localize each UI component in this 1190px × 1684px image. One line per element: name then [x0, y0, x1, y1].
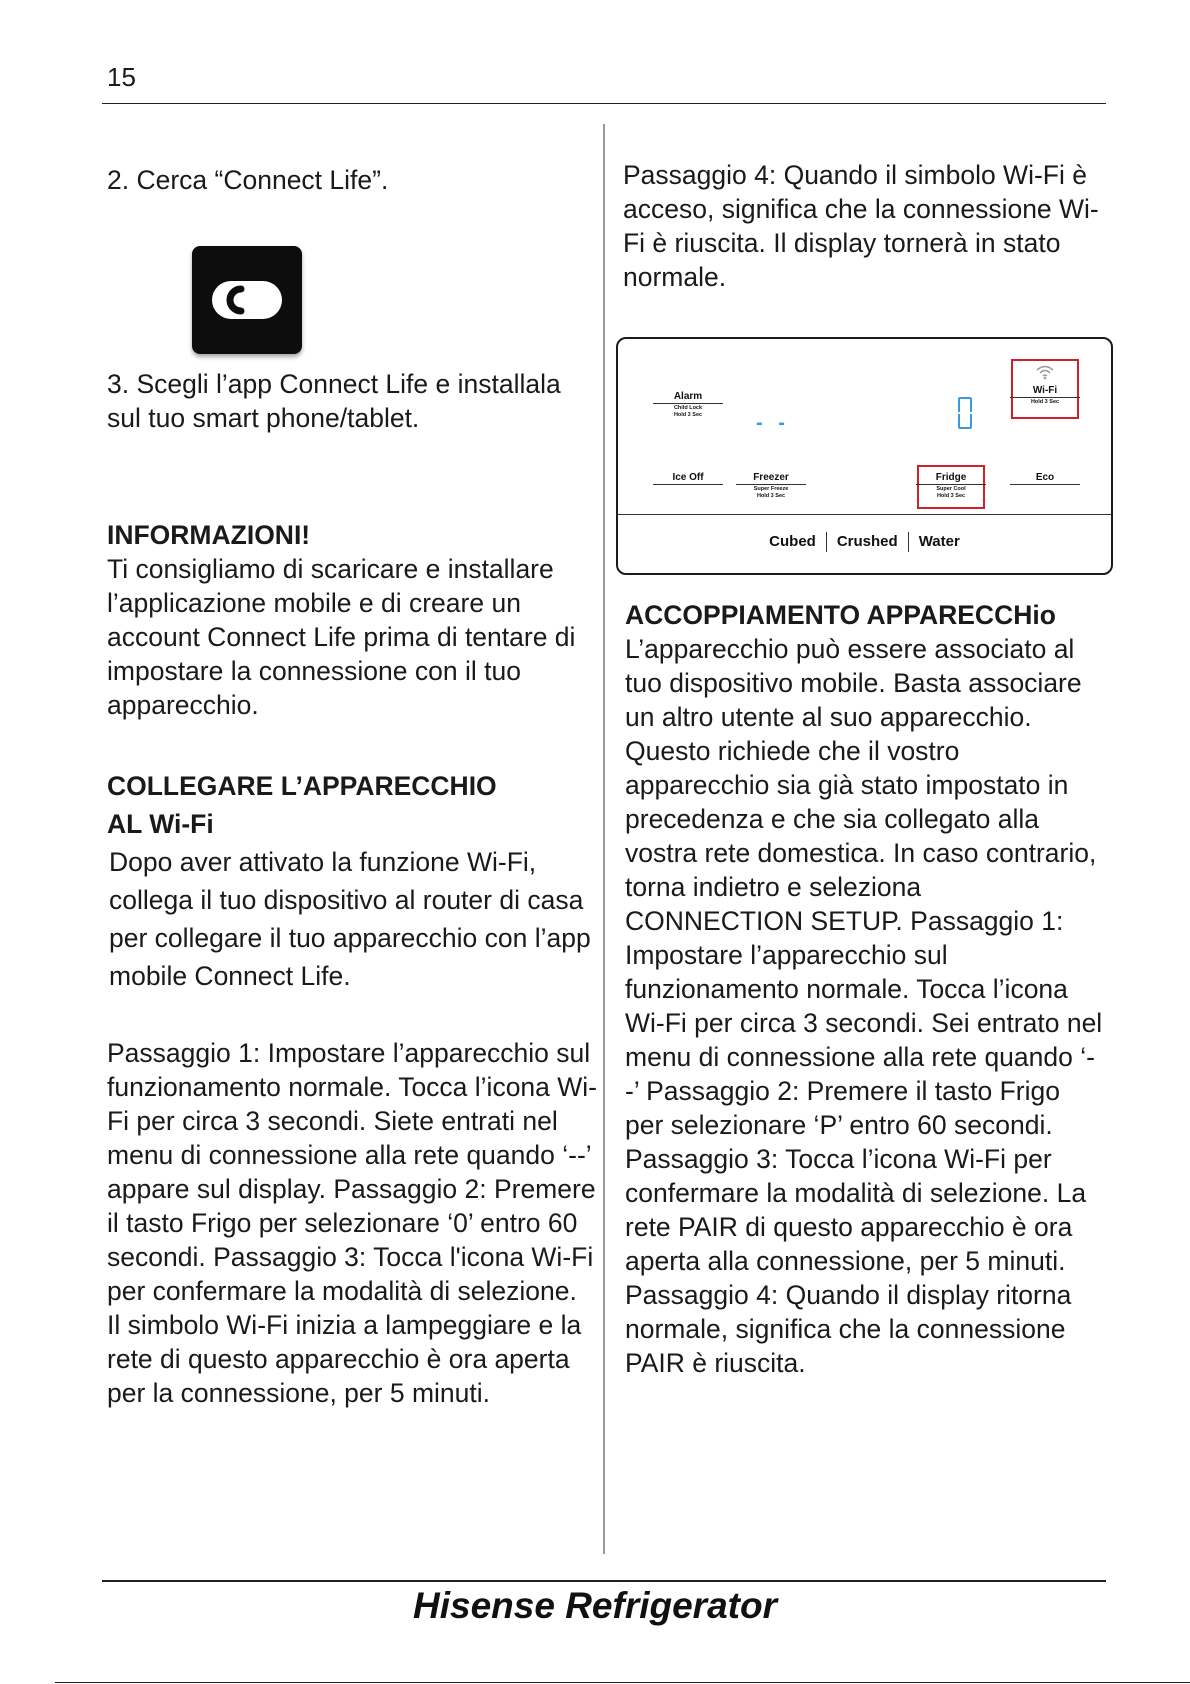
freezer-sub1: Super Freeze: [753, 486, 789, 492]
wifi-icon: [1035, 364, 1055, 380]
ice-off-label: Ice Off: [653, 472, 723, 485]
step-3-install: 3. Scegli l’app Connect Life e installala sul tuo smart phone/tablet.: [107, 369, 561, 433]
panel-separator: [618, 514, 1111, 515]
cubed-label: Cubed: [769, 532, 816, 550]
freezer-button: [736, 472, 806, 499]
wifi-button: [1010, 364, 1080, 405]
connect-life-logo-icon: [192, 246, 302, 354]
fridge-sub2: Hold 3 Sec: [936, 493, 966, 499]
control-panel-diagram: [616, 337, 1113, 575]
freezer-sub2: Hold 3 Sec: [756, 493, 786, 499]
display-dashes: - -: [756, 412, 790, 434]
fridge-label: Fridge: [916, 472, 986, 485]
dispenser-options: [618, 532, 1111, 552]
eco-button: [1010, 472, 1080, 485]
freezer-label: Freezer: [736, 472, 806, 485]
info-heading: INFORMAZIONI!: [107, 520, 311, 550]
wifi-heading-line2: AL Wi-Fi: [107, 809, 214, 839]
fridge-sub1: Super Cool: [936, 486, 966, 492]
water-label: Water: [918, 532, 960, 550]
pair-heading: ACCOPPIAMENTO APPARECCHio: [625, 600, 1056, 630]
alarm-button: [653, 391, 723, 418]
alarm-sub1: Child Lock: [673, 405, 703, 411]
wifi-intro: Dopo aver attivato la funzione Wi-Fi, collega il tuo dispositivo al router di casa per collegare il tuo apparecchio con l’app mobile Connect Life.: [109, 847, 591, 991]
eco-label: Eco: [1010, 472, 1080, 485]
info-text: Ti consigliamo di scaricare e installare l’applicazione mobile e di creare un account Connect Life prima di tentare di impostare la connessione con il tuo apparecchio.: [107, 554, 576, 720]
footer-brand: Hisense Refrigerator: [413, 1585, 777, 1626]
alarm-label: Alarm: [653, 391, 723, 404]
step-4-wifi-on: Passaggio 4: Quando il simbolo Wi-Fi è acceso, significa che la connessione Wi-Fi è riuscita. Il display tornerà in stato normale.: [623, 160, 1099, 292]
display-digit-zero-icon: [958, 397, 972, 429]
fridge-button: [916, 472, 986, 499]
pair-text: L’apparecchio può essere associato al tuo dispositivo mobile. Basta associare un altro utente al suo apparecchio. Questo richiede che il vostro apparecchio sia già stato impostato in precedenza e che sia collegato alla vostra rete domestica. In caso contrario, torna indietro e seleziona CONNECTION SETUP. Passaggio 1: Impostare l’apparecchio sul funzionamento normale. Tocca l’icona Wi-Fi per circa 3 secondi. Sei entrato nel menu di connessione alla rete quando ‘--’ Passaggio 2: Premere il tasto Frigo per selezionare ‘P’ entro 60 secondi. Passaggio 3: Tocca l’icona Wi-Fi per confermare la modalità di selezione. La rete PAIR di questo apparecchio è ora aperta alla connessione, per 5 minuti. Passaggio 4: Quando il display ritorna normale, significa che la connessione PAIR è riuscita.: [625, 634, 1103, 1378]
alarm-sub2: Hold 3 Sec: [673, 412, 703, 418]
page-edge-rule: [55, 1682, 1190, 1683]
wifi-sub: Hold 3 Sec: [1030, 399, 1060, 405]
wifi-label: Wi-Fi: [1010, 385, 1080, 398]
footer-rule: [102, 1580, 1106, 1582]
header-rule: [102, 103, 1106, 104]
step-2-search: 2. Cerca “Connect Life”.: [107, 165, 389, 195]
wifi-heading-line1: COLLEGARE L’APPARECCHIO: [107, 771, 497, 801]
column-divider: [603, 124, 605, 1554]
connect-life-app-icon: [192, 246, 302, 354]
ice-off-button: [653, 472, 723, 485]
wifi-steps: Passaggio 1: Impostare l’apparecchio sul funzionamento normale. Tocca l’icona Wi-Fi per circa 3 secondi. Siete entrati nel menu di connessione alla rete quando ‘--’ appare sul display. Passaggio 2: Premere il tasto Frigo per selezionare ‘0’ entro 60 secondi. Passaggio 3: Tocca l'icona Wi-Fi per confermare la modalità di selezione. Il simbolo Wi-Fi inizia a lampeggiare e la rete di questo apparecchio è ora aperta per la connessione, per 5 minuti.: [107, 1038, 597, 1408]
page-number: 15: [107, 62, 136, 92]
crushed-label: Crushed: [836, 532, 898, 550]
